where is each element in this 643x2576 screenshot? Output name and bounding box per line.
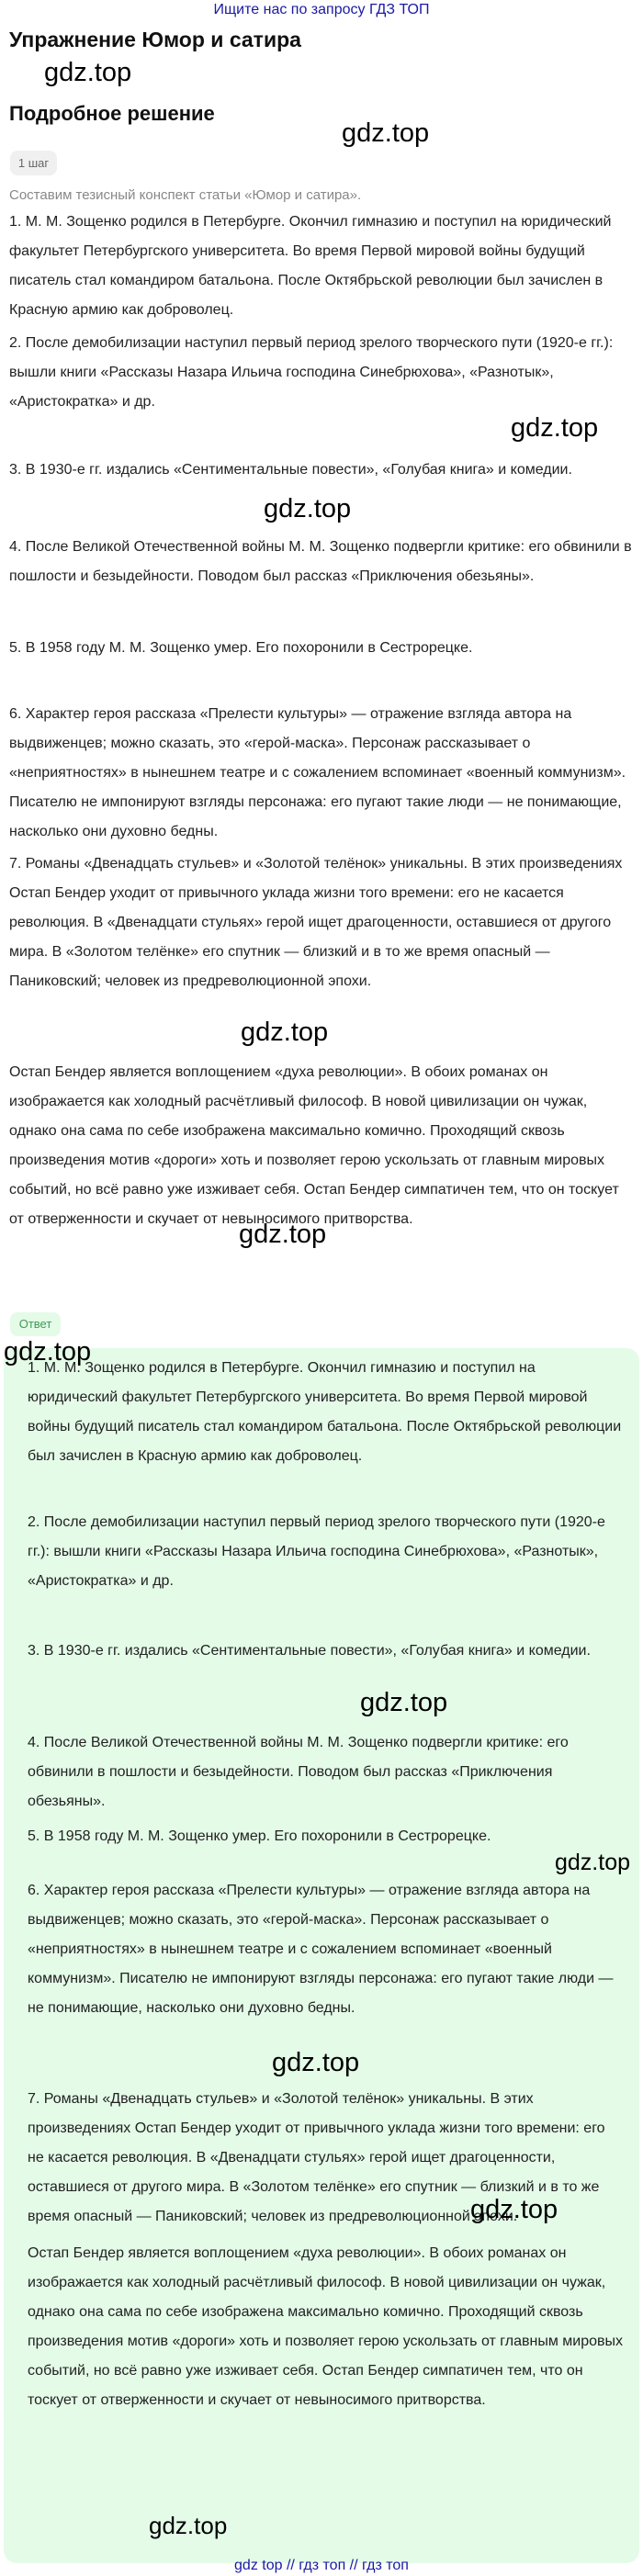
answer-paragraph: 6. Характер героя рассказа «Прелести культуры» — отражение взгляда автора на выдвиженцев; можно сказать, это «герой-маска». Персонаж рассказывает о «неприятностях» в нынешнем театре и с сожалением вспоминает «военный коммунизм». Писателю не импонируют взгляды персонажа: его пугают такие люди — не понимающие, насколько они духовно бедны.: [28, 1883, 614, 2016]
solution-paragraph: 5. В 1958 году М. М. Зощенко умер. Его похоронили в Сестрорецке.: [9, 640, 473, 656]
footer-separator: //: [282, 2558, 299, 2573]
solution-paragraph: 2. После демобилизации наступил первый период зрелого творческого пути (1920-е гг.): вышли книги «Рассказы Назара Ильича господина Синебрюхова», «Разнотык», «Аристократка» и др.: [9, 335, 614, 410]
footer-link-gdz-top-ru[interactable]: гдз топ: [299, 2558, 346, 2573]
watermark: gdz.top: [4, 1337, 92, 1367]
watermark: gdz.top: [264, 494, 352, 523]
watermark: gdz.top: [272, 2048, 360, 2077]
answer-badge: Ответ: [10, 1312, 61, 1336]
solution-paragraph: 3. В 1930-е гг. издались «Сентиментальные повести», «Голубая книга» и комедии.: [9, 462, 572, 478]
footer-links: [0, 2556, 643, 2576]
watermark: gdz.top: [342, 118, 430, 148]
answer-paragraph: 3. В 1930-е гг. издались «Сентиментальные повести», «Голубая книга» и комедии.: [28, 1643, 591, 1659]
solution-paragraph: 1. М. М. Зощенко родился в Петербурге. Окончил гимназию и поступил на юридический факультет Петербургского университета. Во время Первой мировой войны будущий писатель стал командиром батальона. После Октябрьской революции был зачислен в Красную армию как доброволец.: [9, 214, 612, 318]
watermark: gdz.top: [360, 1688, 448, 1717]
solution-paragraph: 4. После Великой Отечественной войны М. М. Зощенко подвергли критике: его обвинили в пошлости и безыдейности. Поводом был рассказ «Приключения обезьяны».: [9, 539, 632, 584]
answer-paragraph: Остап Бендер является воплощением «духа революции». В обоих романах он изображается как холодный расчётливый философ. В новой цивилизации он чужак, однако она сама по себе изображена максимально комично. Проходящий сквозь произведения мотив «дороги» хоть и позволяет герою ускользать от главным мировых событий, но всё равно уже изживает себя. Остап Бендер симпатичен тем, что он тоскует от отверженности и скучает от невыносимого притворства.: [28, 2245, 623, 2408]
watermark: gdz.top: [44, 58, 132, 87]
watermark: gdz.top: [149, 2512, 228, 2539]
watermark: gdz.top: [470, 2195, 558, 2224]
watermark: gdz.top: [555, 1850, 631, 1875]
footer-link-gdz-top[interactable]: gdz top: [234, 2558, 283, 2573]
footer-link-gdz-top-ru-2[interactable]: гдз топ: [362, 2558, 409, 2573]
answer-paragraph: 7. Романы «Двенадцать стульев» и «Золотой телёнок» уникальны. В этих произведениях Остап Бендер уходит от привычного уклада жизни того времени: его не касается революция. В «Двенадцати стульях» герой ищет драгоценности, оставшиеся от другого мира. В «Золотом телёнке» его спутник — близкий и в то же время опасный — Паниковский; человек из предреволюционной эпохи.: [28, 2091, 605, 2224]
intro-text: Составим тезисный конспект статьи «Юмор и сатира».: [9, 187, 362, 203]
watermark: gdz.top: [511, 413, 599, 443]
solution-paragraph: 6. Характер героя рассказа «Прелести культуры» — отражение взгляда автора на выдвиженцев; можно сказать, это «герой-маска». Персонаж рассказывает о «неприятностях» в нынешнем театре и с сожалением вспоминает «военный коммунизм». Писателю не импонируют взгляды персонажа: его пугают такие люди — не понимающие, насколько они духовно бедны.: [9, 706, 626, 839]
answer-paragraph: 5. В 1958 году М. М. Зощенко умер. Его похоронили в Сестрорецке.: [28, 1828, 491, 1844]
solution-paragraph: 7. Романы «Двенадцать стульев» и «Золотой телёнок» уникальны. В этих произведениях Остап Бендер уходит от привычного уклада жизни того времени: его не касается революция. В «Двенадцати стульях» герой ищет драгоценности, оставшиеся от другого мира. В «Золотом телёнке» его спутник — близкий и в то же время опасный — Паниковский; человек из предреволюционной эпохи.: [9, 856, 623, 989]
solution-subtitle: Подробное решение: [9, 102, 215, 125]
watermark: gdz.top: [241, 1018, 329, 1047]
watermark: gdz.top: [239, 1220, 327, 1249]
step-badge: 1 шаг: [10, 151, 57, 175]
answer-paragraph: 4. После Великой Отечественной войны М. М. Зощенко подвергли критике: его обвинили в пошлости и безыдейности. Поводом был рассказ «Приключения обезьяны».: [28, 1735, 569, 1809]
footer-separator: //: [345, 2558, 363, 2573]
answer-paragraph: 1. М. М. Зощенко родился в Петербурге. Окончил гимназию и поступил на юридический факультет Петербургского университета. Во время Первой мировой войны будущий писатель стал командиром батальона. После Октябрьской революции был зачислен в Красную армию как доброволец.: [28, 1360, 622, 1464]
solution-paragraph: Остап Бендер является воплощением «духа революции». В обоих романах он изображается как холодный расчётливый философ. В новой цивилизации он чужак, однако она сама по себе изображена максимально комично. Проходящий сквозь произведения мотив «дороги» хоть и позволяет герою ускользать от главным мировых событий, но всё равно уже изживает себя. Остап Бендер симпатичен тем, что он тоскует от отверженности и скучает от невыносимого притворства.: [9, 1064, 619, 1227]
answer-paragraph: 2. После демобилизации наступил первый период зрелого творческого пути (1920-е гг.): вышли книги «Рассказы Назара Ильича господина Синебрюхова», «Разнотык», «Аристократка» и др.: [28, 1514, 605, 1589]
page-title: Упражнение Юмор и сатира: [9, 28, 301, 51]
top-search-link[interactable]: Ищите нас по запросу ГДЗ ТОП: [213, 2, 430, 17]
